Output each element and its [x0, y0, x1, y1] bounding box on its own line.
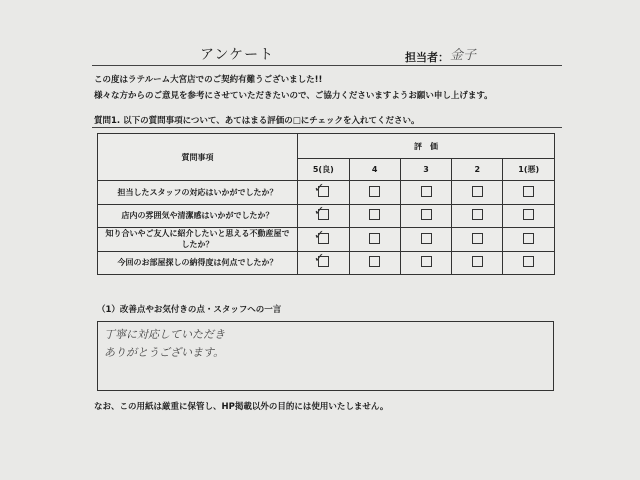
rating-checkbox[interactable]: [472, 186, 483, 197]
rating-checkbox[interactable]: [313, 227, 329, 244]
rating-cell: [400, 228, 451, 252]
table-row: [98, 204, 555, 228]
rating-checkbox[interactable]: [313, 180, 329, 197]
rating-checkbox[interactable]: [472, 256, 483, 267]
rating-checkbox[interactable]: [421, 209, 432, 220]
scale-header: 5(良): [298, 159, 349, 181]
question-1-instruction: 質問1. 以下の質問事項について、あてはまる評価の□にチェックを入れてください。: [94, 116, 420, 126]
rating-cell: [503, 228, 555, 252]
rating-checkbox[interactable]: [421, 233, 432, 244]
rating-cell: [349, 251, 400, 275]
rating-cell: [349, 228, 400, 252]
rating-checkbox[interactable]: [472, 233, 483, 244]
table-row: [98, 181, 555, 205]
rating-cell: [400, 181, 451, 205]
table-row: [98, 228, 555, 252]
rating-checkbox[interactable]: [523, 209, 534, 220]
rating-checkbox[interactable]: [313, 251, 329, 267]
staff-label: 担当者：: [405, 51, 449, 64]
rating-cell: [349, 181, 400, 205]
rating-cell: [503, 181, 555, 205]
table-row: [98, 251, 555, 275]
intro-line-1: この度はラテルーム大宮店でのご契約有難うございました!!: [94, 75, 323, 85]
check-mark-icon: ✓: [313, 251, 325, 267]
rating-checkbox[interactable]: [369, 256, 380, 267]
rating-checkbox[interactable]: [369, 186, 380, 197]
rating-checkbox[interactable]: [369, 209, 380, 220]
comment-box[interactable]: [97, 321, 554, 391]
rating-cell: [452, 181, 503, 205]
rating-checkbox[interactable]: [421, 256, 432, 267]
rating-cell: [349, 204, 400, 228]
check-mark-icon: ✓: [313, 227, 325, 243]
question-text: 担当したスタッフの対応はいかがでしたか？: [98, 181, 298, 205]
title-rule: [92, 65, 562, 66]
comment-line-2: ありがとうございます。: [104, 346, 225, 359]
rating-cell: [298, 251, 349, 275]
rating-cell: [298, 181, 349, 205]
comment-line-1: 丁寧に対応していただき: [104, 328, 225, 341]
question-text: 知り合いやご友人に紹介したいと思える不動産屋でしたか？: [98, 228, 298, 252]
intro-line-2: 様々な方からのご意見を参考にさせていただきたいので、ご協力くださいますようお願い申し上げます。: [94, 91, 493, 101]
check-mark-icon: ✓: [313, 204, 325, 220]
rating-checkbox[interactable]: [523, 186, 534, 197]
footer-note: なお、この用紙は厳重に保管し、HP掲載以外の目的には使用いたしません。: [94, 402, 389, 412]
rating-cell: [452, 251, 503, 275]
rating-cell: [452, 228, 503, 252]
rating-checkbox[interactable]: [472, 209, 483, 220]
comment-label: （1）改善点やお気付きの点・スタッフへの一言: [97, 305, 282, 315]
rating-checkbox[interactable]: [369, 233, 380, 244]
rating-checkbox[interactable]: [523, 233, 534, 244]
rating-checkbox[interactable]: [421, 186, 432, 197]
rating-header: 評 価: [298, 134, 555, 159]
check-mark-icon: ✓: [313, 180, 325, 196]
rating-cell: [503, 204, 555, 228]
rating-checkbox[interactable]: [523, 256, 534, 267]
rating-cell: [400, 204, 451, 228]
scale-header: 1(悪): [503, 159, 555, 181]
staff-signature: 金子: [450, 48, 477, 63]
scale-header: 4: [349, 159, 400, 181]
question-text: 今回のお部屋探しの納得度は何点でしたか？: [98, 251, 298, 275]
rating-cell: [452, 204, 503, 228]
scale-header: 2: [452, 159, 503, 181]
rating-cell: [298, 228, 349, 252]
rating-cell: [400, 251, 451, 275]
survey-title: アンケート: [200, 47, 275, 63]
scale-header: 3: [400, 159, 451, 181]
rating-table: [97, 133, 555, 275]
rating-cell: [503, 251, 555, 275]
instruction-rule: [92, 127, 562, 128]
rating-cell: [298, 204, 349, 228]
question-text: 店内の雰囲気や清潔感はいかがでしたか？: [98, 204, 298, 228]
item-header: 質問事項: [98, 134, 298, 181]
rating-checkbox[interactable]: [313, 204, 329, 220]
